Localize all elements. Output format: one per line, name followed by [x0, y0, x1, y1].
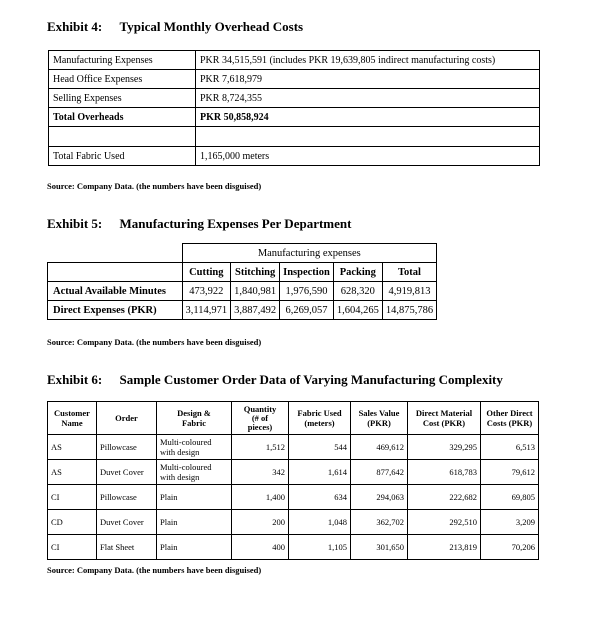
other-cost-cell: 70,206 — [481, 535, 539, 560]
column-header: Customer Name — [48, 402, 97, 435]
row-label: Selling Expenses — [49, 89, 196, 108]
table-cell: 1,840,981 — [231, 282, 280, 301]
quantity-cell: 1,400 — [232, 485, 289, 510]
sales-cell: 294,063 — [351, 485, 408, 510]
row-label: Total Overheads — [49, 108, 196, 127]
column-header-row — [48, 263, 437, 282]
exhibit5-title — [47, 216, 351, 232]
column-header: Cutting — [182, 263, 231, 282]
row-value: PKR 7,618,979 — [196, 70, 540, 89]
column-header: Packing — [333, 263, 382, 282]
exhibit4-number: Exhibit 4: — [47, 19, 103, 34]
fabric-cell: 1,105 — [289, 535, 351, 560]
customer-orders-table — [47, 401, 539, 560]
table-cell: 6,269,057 — [280, 301, 334, 320]
other-cost-cell: 69,805 — [481, 485, 539, 510]
table-cell: 14,875,786 — [382, 301, 436, 320]
table-row — [49, 89, 540, 108]
row-label: Direct Expenses (PKR) — [48, 301, 183, 320]
column-header: Stitching — [231, 263, 280, 282]
column-header: Total — [382, 263, 436, 282]
sales-cell: 877,642 — [351, 460, 408, 485]
design-cell: Plain — [157, 535, 232, 560]
table-row — [48, 460, 539, 485]
quantity-cell: 200 — [232, 510, 289, 535]
row-label: Total Fabric Used — [49, 147, 196, 166]
other-cost-cell: 79,612 — [481, 460, 539, 485]
sales-cell: 362,702 — [351, 510, 408, 535]
quantity-cell: 1,512 — [232, 435, 289, 460]
row-label: Actual Available Minutes — [48, 282, 183, 301]
row-label: Head Office Expenses — [49, 70, 196, 89]
table-cell: 4,919,813 — [382, 282, 436, 301]
row-value: PKR 50,858,924 — [196, 108, 540, 127]
table-cell: 473,922 — [182, 282, 231, 301]
customer-cell: AS — [48, 460, 97, 485]
column-header: Sales Value (PKR) — [351, 402, 408, 435]
order-cell: Pillowcase — [97, 435, 157, 460]
row-value: 1,165,000 meters — [196, 147, 540, 166]
design-cell: Plain — [157, 485, 232, 510]
column-header: Fabric Used (meters) — [289, 402, 351, 435]
table-row — [49, 51, 540, 70]
row-label: Manufacturing Expenses — [49, 51, 196, 70]
row-value: PKR 34,515,591 (includes PKR 19,639,805 indirect manufacturing costs) — [196, 51, 540, 70]
order-cell: Duvet Cover — [97, 460, 157, 485]
customer-cell: CI — [48, 535, 97, 560]
blank-row — [49, 127, 540, 147]
group-header-row — [48, 244, 437, 263]
exhibit4-heading: Typical Monthly Overhead Costs — [119, 19, 304, 34]
material-cell: 213,819 — [408, 535, 481, 560]
exhibit5-number: Exhibit 5: — [47, 216, 103, 231]
exhibit4-title — [47, 19, 303, 35]
group-header: Manufacturing expenses — [182, 244, 437, 263]
other-cost-cell: 3,209 — [481, 510, 539, 535]
exhibit4-source: Source: Company Data. (the numbers have been disguised) — [47, 181, 262, 191]
exhibit5-heading: Manufacturing Expenses Per Department — [119, 216, 352, 231]
row-value: PKR 8,724,355 — [196, 89, 540, 108]
order-cell: Duvet Cover — [97, 510, 157, 535]
customer-cell: CI — [48, 485, 97, 510]
table-row — [48, 435, 539, 460]
table-row — [49, 70, 540, 89]
exhibit6-number: Exhibit 6: — [47, 372, 103, 387]
exhibit5-source: Source: Company Data. (the numbers have been disguised) — [47, 337, 262, 347]
design-cell: Plain — [157, 510, 232, 535]
column-header: Inspection — [280, 263, 334, 282]
order-cell: Flat Sheet — [97, 535, 157, 560]
table-row — [49, 108, 540, 127]
material-cell: 292,510 — [408, 510, 481, 535]
sales-cell: 469,612 — [351, 435, 408, 460]
quantity-cell: 342 — [232, 460, 289, 485]
exhibit6-source: Source: Company Data. (the numbers have been disguised) — [47, 565, 262, 575]
table-row — [49, 147, 540, 166]
fabric-cell: 1,614 — [289, 460, 351, 485]
department-expenses-table — [47, 243, 437, 320]
table-row — [48, 510, 539, 535]
material-cell: 329,295 — [408, 435, 481, 460]
overhead-costs-table — [48, 50, 540, 166]
customer-cell: AS — [48, 435, 97, 460]
fabric-cell: 544 — [289, 435, 351, 460]
exhibit6-title — [47, 372, 503, 388]
table-cell: 1,976,590 — [280, 282, 334, 301]
sales-cell: 301,650 — [351, 535, 408, 560]
table-row — [48, 535, 539, 560]
design-cell: Multi-coloured with design — [157, 460, 232, 485]
order-cell: Pillowcase — [97, 485, 157, 510]
table-cell: 628,320 — [333, 282, 382, 301]
column-header: Direct Material Cost (PKR) — [408, 402, 481, 435]
column-header: Design & Fabric — [157, 402, 232, 435]
table-row — [48, 282, 437, 301]
other-cost-cell: 6,513 — [481, 435, 539, 460]
header-row — [48, 402, 539, 435]
material-cell: 618,783 — [408, 460, 481, 485]
column-header: Quantity (# of pieces) — [232, 402, 289, 435]
column-header: Other Direct Costs (PKR) — [481, 402, 539, 435]
design-cell: Multi-coloured with design — [157, 435, 232, 460]
table-cell: 3,114,971 — [182, 301, 231, 320]
fabric-cell: 1,048 — [289, 510, 351, 535]
table-row — [48, 485, 539, 510]
quantity-cell: 400 — [232, 535, 289, 560]
exhibit6-heading: Sample Customer Order Data of Varying Manufacturing Complexity — [119, 372, 503, 387]
table-row — [48, 301, 437, 320]
table-cell: 3,887,492 — [231, 301, 280, 320]
customer-cell: CD — [48, 510, 97, 535]
fabric-cell: 634 — [289, 485, 351, 510]
column-header: Order — [97, 402, 157, 435]
table-cell: 1,604,265 — [333, 301, 382, 320]
material-cell: 222,682 — [408, 485, 481, 510]
